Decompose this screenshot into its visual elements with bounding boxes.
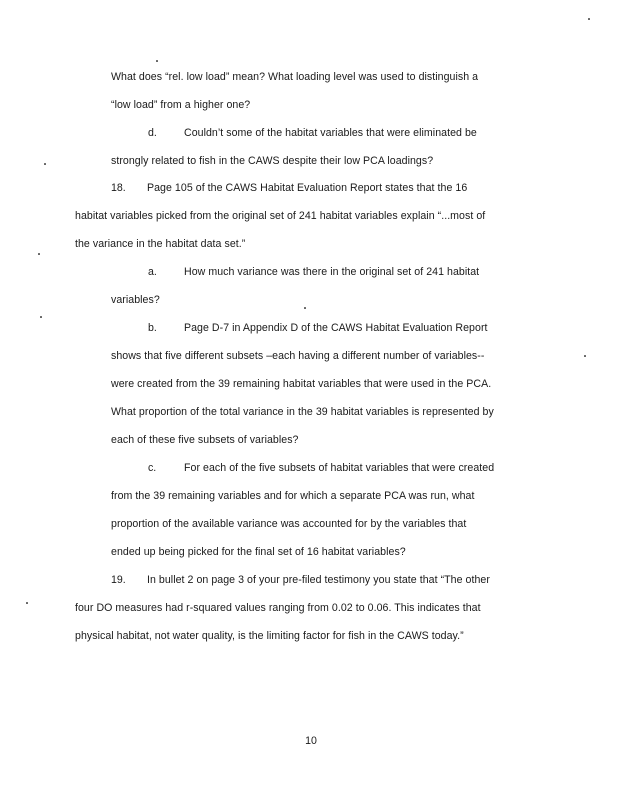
text-line: For each of the five subsets of habitat variables that were created <box>184 462 495 474</box>
text-line: physical habitat, not water quality, is the limiting factor for fish in the CAWS today.” <box>75 630 464 642</box>
text-line: the variance in the habitat data set.” <box>75 238 246 250</box>
item-marker: d. <box>148 127 157 139</box>
text-line: variables? <box>111 294 160 306</box>
scan-speck <box>26 602 28 604</box>
text-line: “low load” from a higher one? <box>111 99 251 111</box>
scan-speck <box>38 253 40 255</box>
text-line: each of these five subsets of variables? <box>111 434 299 446</box>
scan-speck <box>584 355 586 357</box>
scan-speck <box>156 60 158 62</box>
item-marker: a. <box>148 266 157 278</box>
scan-speck <box>588 18 590 20</box>
text-line: Couldn’t some of the habitat variables that were eliminated be <box>184 127 477 139</box>
text-line: strongly related to fish in the CAWS despite their low PCA loadings? <box>111 155 434 167</box>
text-line: Page D-7 in Appendix D of the CAWS Habitat Evaluation Report <box>184 322 488 334</box>
text-line: habitat variables picked from the original set of 241 habitat variables explain “...most of <box>75 210 486 222</box>
text-line: Page 105 of the CAWS Habitat Evaluation Report states that the 16 <box>147 182 468 194</box>
text-line: from the 39 remaining variables and for which a separate PCA was run, what <box>111 490 475 502</box>
text-line: How much variance was there in the original set of 241 habitat <box>184 266 480 278</box>
item-marker: c. <box>148 462 157 474</box>
text-line: What does “rel. low load” mean? What loading level was used to distinguish a <box>111 71 479 83</box>
text-line: shows that five different subsets –each having a different number of variables-- <box>111 350 485 362</box>
scan-speck <box>304 307 306 309</box>
scan-speck <box>40 316 42 318</box>
text-line: ended up being picked for the final set of 16 habitat variables? <box>111 546 406 558</box>
page-number: 10 <box>305 735 317 747</box>
text-line: In bullet 2 on page 3 of your pre-filed testimony you state that “The other <box>147 574 490 586</box>
text-line: proportion of the available variance was accounted for by the variables that <box>111 518 467 530</box>
item-marker: 18. <box>111 182 126 194</box>
item-marker: b. <box>148 322 157 334</box>
item-marker: 19. <box>111 574 126 586</box>
text-line: What proportion of the total variance in the 39 habitat variables is represented by <box>111 406 494 418</box>
text-line: four DO measures had r-squared values ranging from 0.02 to 0.06. This indicates that <box>75 602 481 614</box>
scan-speck <box>44 163 46 165</box>
text-line: were created from the 39 remaining habitat variables that were used in the PCA. <box>111 378 492 390</box>
